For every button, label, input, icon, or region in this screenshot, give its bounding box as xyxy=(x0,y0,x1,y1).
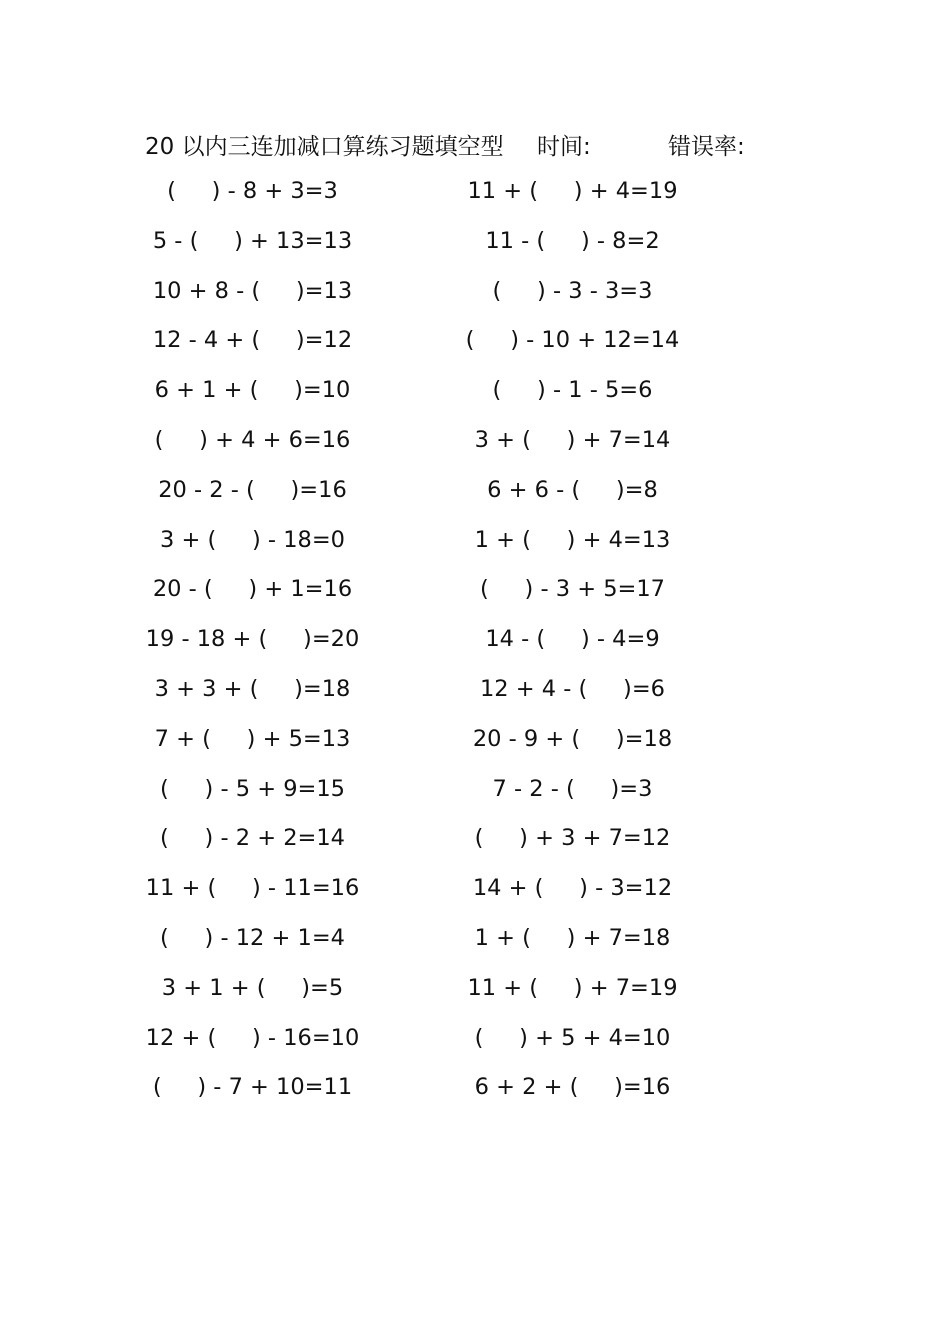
problem-left: 5 - ( ) + 13=13 xyxy=(152,227,353,254)
problem-row xyxy=(0,516,950,566)
problem-left: ( ) - 2 + 2=14 xyxy=(159,825,345,852)
problem-row xyxy=(0,765,950,815)
problem-row xyxy=(0,316,950,366)
problem-right: ( ) - 10 + 12=14 xyxy=(465,327,680,354)
problem-left: 12 + ( ) - 16=10 xyxy=(145,1024,360,1051)
problem-row xyxy=(0,366,950,416)
problem-row xyxy=(0,217,950,267)
problem-row xyxy=(0,565,950,615)
error-rate-label: 错误率: xyxy=(668,134,745,160)
problem-left: 6 + 1 + ( )=10 xyxy=(154,377,351,404)
problem-row xyxy=(0,1014,950,1064)
problem-right: ( ) - 1 - 5=6 xyxy=(492,377,653,404)
problem-row xyxy=(0,665,950,715)
problem-left: ( ) + 4 + 6=16 xyxy=(154,426,351,453)
problem-right: 1 + ( ) + 7=18 xyxy=(474,924,671,951)
problem-row xyxy=(0,167,950,217)
problem-row xyxy=(0,964,950,1014)
problem-left: 3 + 1 + ( )=5 xyxy=(161,974,344,1001)
worksheet-header xyxy=(0,124,950,164)
problem-right: 3 + ( ) + 7=14 xyxy=(474,426,671,453)
problem-left: 3 + ( ) - 18=0 xyxy=(159,526,345,553)
problem-left: ( ) - 12 + 1=4 xyxy=(159,924,345,951)
problem-right: 7 - 2 - ( )=3 xyxy=(492,775,653,802)
problem-right: 20 - 9 + ( )=18 xyxy=(472,725,673,752)
problem-right: 14 + ( ) - 3=12 xyxy=(472,875,673,902)
problem-left: ( ) - 7 + 10=11 xyxy=(152,1074,353,1101)
problem-right: 1 + ( ) + 4=13 xyxy=(474,526,671,553)
problem-grid xyxy=(0,167,950,1113)
problem-row xyxy=(0,715,950,765)
worksheet-title: 20 以内三连加减口算练习题填空型 xyxy=(145,134,504,160)
problem-row xyxy=(0,864,950,914)
problem-right: ( ) - 3 + 5=17 xyxy=(479,576,665,603)
problem-left: 7 + ( ) + 5=13 xyxy=(154,725,351,752)
problem-right: 11 + ( ) + 4=19 xyxy=(467,178,678,204)
problem-right: 14 - ( ) - 4=9 xyxy=(485,626,660,653)
problem-left: 19 - 18 + ( )=20 xyxy=(145,626,360,653)
problem-left: 3 + 3 + ( )=18 xyxy=(154,675,351,702)
time-label: 时间: xyxy=(537,134,591,160)
problem-left: ( ) - 8 + 3=3 xyxy=(167,178,338,204)
problem-row xyxy=(0,814,950,864)
problem-right: 11 - ( ) - 8=2 xyxy=(485,227,660,254)
problem-right: 11 + ( ) + 7=19 xyxy=(467,974,678,1001)
problem-row xyxy=(0,914,950,964)
problem-right: 12 + 4 - ( )=6 xyxy=(479,675,665,702)
problem-left: ( ) - 5 + 9=15 xyxy=(159,775,345,802)
problem-right: ( ) + 3 + 7=12 xyxy=(474,825,671,852)
problem-row xyxy=(0,267,950,317)
problem-row xyxy=(0,1063,950,1113)
problem-row xyxy=(0,466,950,516)
problem-right: ( ) - 3 - 3=3 xyxy=(492,277,653,304)
problem-right: ( ) + 5 + 4=10 xyxy=(474,1024,671,1051)
problem-left: 11 + ( ) - 11=16 xyxy=(145,875,360,902)
problem-right: 6 + 2 + ( )=16 xyxy=(474,1074,671,1101)
problem-row xyxy=(0,416,950,466)
problem-row xyxy=(0,615,950,665)
problem-left: 12 - 4 + ( )=12 xyxy=(152,327,353,354)
problem-right: 6 + 6 - ( )=8 xyxy=(487,476,658,503)
problem-left: 20 - 2 - ( )=16 xyxy=(158,476,347,503)
problem-left: 20 - ( ) + 1=16 xyxy=(152,576,353,603)
problem-left: 10 + 8 - ( )=13 xyxy=(152,277,353,304)
